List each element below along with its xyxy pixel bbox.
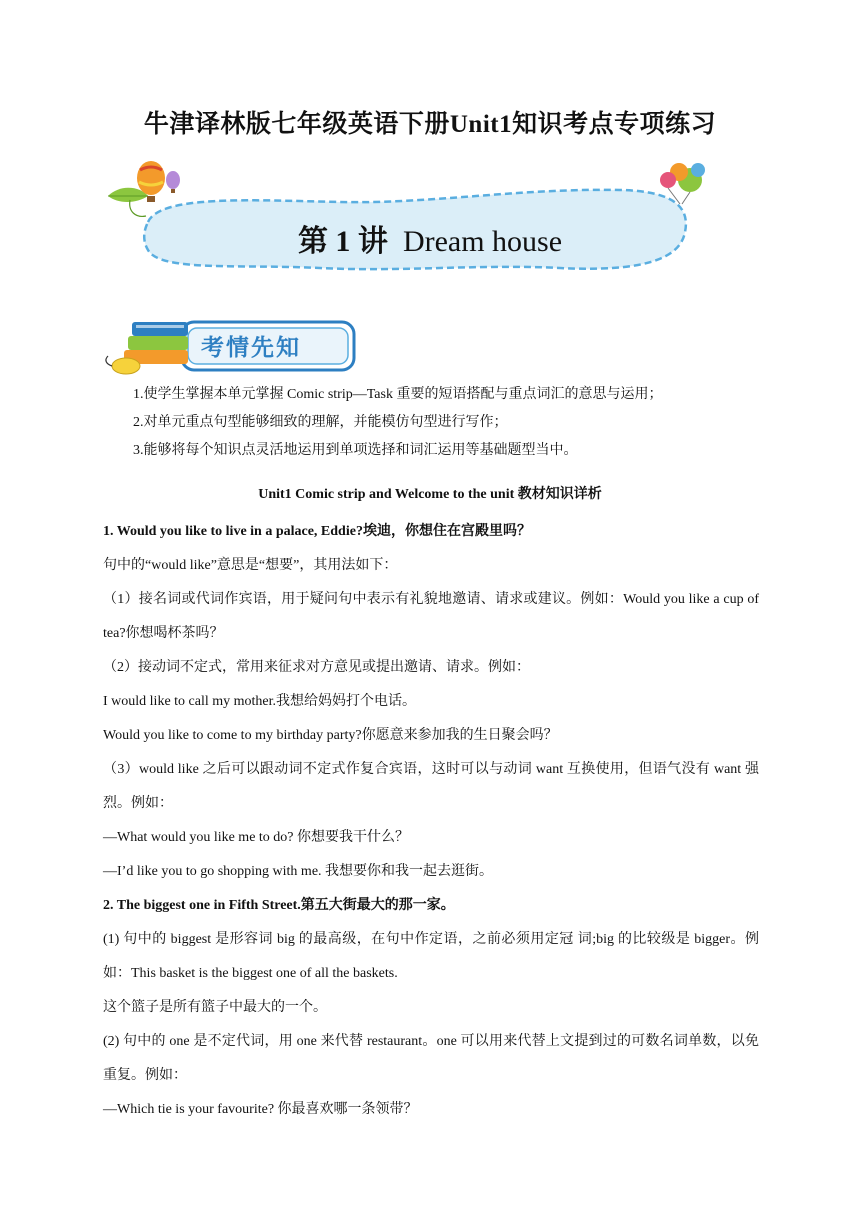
example-sentence: I would like to call my mother.我想给妈妈打个电话。 [103,694,417,709]
paragraph: （2）接动词不定式，常用来征求对方意见或提出邀请、请求。例如： [103,660,530,675]
book-stack-icon [124,322,188,364]
document-title: 牛津译林版七年级英语下册Unit1知识考点专项练习 [143,111,717,138]
paragraph: 这个篮子是所有篮子中最大的一个。 [103,1000,327,1015]
paragraph: (1) 句中的 biggest 是形容词 big 的最高级，在句中作定语，之前必须用定冠 词;big 的比较级是 bigger。例如：This basket is the biggest one of all the baskets. [103,932,759,981]
point-heading: 1. Would you like to live in a palace, Eddie?埃迪，你想住在宫殿里吗？ [103,524,531,539]
leaf-icon [108,188,148,217]
paragraph: （1）接名词或代词作宾语，用于疑问句中表示有礼貌地邀请、请求或建议。例如：Would you like a cup of tea?你想喝杯茶吗？ [103,592,759,641]
learning-goals [133,384,773,468]
example-sentence: —What would you like me to do? 你想要我干什么？ [103,830,410,845]
section-heading: Unit1 Comic strip and Welcome to the unit 教材知识详析 [258,487,602,502]
lesson-name: Dream house [402,225,563,258]
goal-item: 1.使学生掌握本单元掌握 Comic strip—Task 重要的短语搭配与重点词汇的意思与运用； [133,387,663,402]
example-sentence: —I’d like you to go shopping with me. 我想要你和我一起去逛街。 [103,864,494,879]
paragraph: (2) 句中的 one 是不定代词，用 one 来代替 restaurant。one 可以用来代替上文提到过的可数名词单数，以免重复。例如： [103,1034,759,1083]
content-body [103,515,759,1127]
paragraph: 句中的“would like”意思是“想要”，其用法如下： [103,558,398,573]
lesson-title [0,216,860,260]
lesson-number: 第 1 讲 [297,225,388,258]
badge-label: 考情先知 [201,335,301,361]
example-sentence: Would you like to come to my birthday party?你愿意来参加我的生日聚会吗？ [103,728,558,743]
goal-item: 2.对单元重点句型能够细致的理解，并能模仿句型进行写作； [133,415,508,430]
paragraph: （3）would like 之后可以跟动词不定式作复合宾语，这时可以与动词 want 互换使用，但语气没有 want 强烈。例如： [103,762,759,811]
example-sentence: —Which tie is your favourite? 你最喜欢哪一条领带？ [103,1102,418,1117]
goal-item: 3.能够将每个知识点灵活地运用到单项选择和词汇运用等基础题型当中。 [133,443,578,458]
point-heading: 2. The biggest one in Fifth Street.第五大街最大的那一家。 [103,898,455,913]
